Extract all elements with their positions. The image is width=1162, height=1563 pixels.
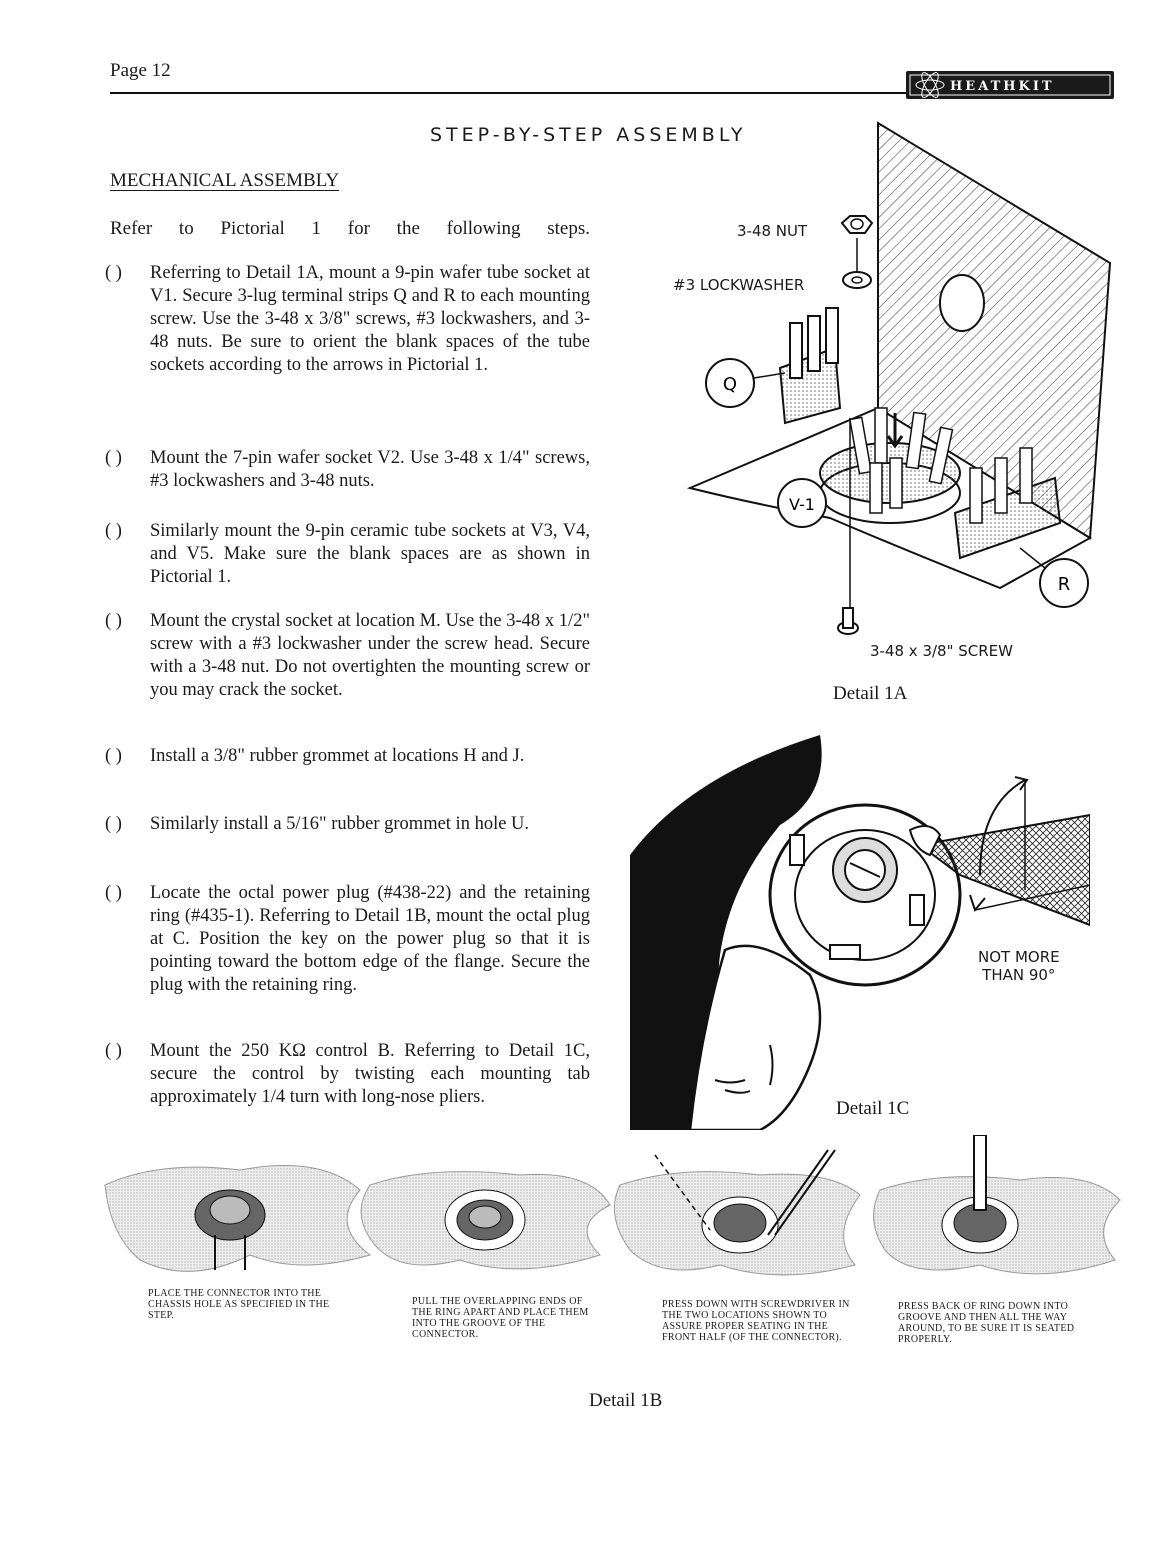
detail-1b-illustrations [100, 1135, 1130, 1295]
lockwasher-icon [843, 272, 871, 288]
nut-icon [842, 216, 872, 233]
step-text: Referring to Detail 1A, mount a 9-pin wafer tube socket at V1. Secure 3-lug terminal strips Q and R to each mounting screw. Use the 3-48 x 3/8" screws, #3 lockwashers, and 3-48 nuts. Be sure to orient the blank spaces of the tube sockets according to the arrows in Pictorial 1. [150, 263, 590, 375]
angle-note-line2: THAN 90° [982, 966, 1056, 984]
svg-text:V-1: V-1 [789, 495, 815, 514]
angle-note [978, 948, 1060, 984]
terminal-strip-q [780, 308, 840, 423]
step-2 [105, 447, 590, 493]
step-1 [105, 262, 590, 377]
detail-1b-panel-3-text: PRESS DOWN WITH SCREWDRIVER IN THE TWO LOCATIONS SHOWN TO ASSURE PROPER SEATING IN THE FRONT HALF (OF THE CONNECTOR). [662, 1299, 850, 1343]
page-number: Page 12 [110, 60, 171, 81]
detail-1b-panel-1-text: PLACE THE CONNECTOR INTO THE CHASSIS HOLE AS SPECIFIED IN THE STEP. [148, 1288, 330, 1321]
step-text: Similarly mount the 9-pin ceramic tube sockets at V3, V4, and V5. Make sure the blank spaces are as shown in Pictorial 1. [150, 521, 590, 587]
step-8 [105, 1040, 590, 1109]
step-text: Locate the octal power plug (#438-22) and the retaining ring (#435-1). Referring to Detail 1B, mount the octal plug at C. Position the key on the power plug so that it is pointing toward the bottom edge of the flange. Secure the plug with the retaining ring. [150, 883, 590, 995]
step-text: Mount the crystal socket at location M. Use the 3-48 x 1/2" screw with a #3 lockwasher under the screw head. Secure with a 3-48 nut. Do not overtighten the mounting screw or you may crack the socket. [150, 611, 590, 700]
detail-1a-caption: Detail 1A [833, 683, 908, 704]
step-3 [105, 520, 590, 589]
detail-1c-caption: Detail 1C [836, 1098, 910, 1119]
panel-3-image [614, 1150, 860, 1275]
callout-q [706, 359, 785, 407]
step-checkbox[interactable]: ( ) [105, 814, 122, 834]
nut-label: 3-48 NUT [737, 222, 808, 240]
step-text: Install a 3/8" rubber grommet at locations H and J. [150, 746, 525, 766]
detail-1b-panel-4-text: PRESS BACK OF RING DOWN INTO GROOVE AND THEN ALL THE WAY AROUND, TO BE SURE IT IS SEATED PROPERLY. [898, 1301, 1075, 1345]
detail-1b-panel-2-text: PULL THE OVERLAPPING ENDS OF THE RING APART AND PLACE THEM INTO THE GROOVE OF THE CONNECTOR. [412, 1296, 589, 1340]
header-rule [110, 92, 910, 94]
step-6 [105, 813, 590, 836]
panel-4-image [874, 1135, 1120, 1274]
step-checkbox[interactable]: ( ) [105, 746, 122, 766]
detail-1a-illustration [650, 118, 1130, 638]
step-text: Similarly install a 5/16" rubber grommet in hole U. [150, 814, 530, 834]
heathkit-logo [905, 70, 1115, 100]
panel-hole [940, 275, 984, 331]
step-5 [105, 745, 590, 768]
intro-text: Refer to Pictorial 1 for the following steps. [110, 218, 590, 239]
svg-text:R: R [1057, 574, 1071, 595]
brand-text: HEATHKIT [950, 79, 1055, 94]
angle-note-line1: NOT MORE [978, 948, 1060, 966]
step-checkbox[interactable]: ( ) [105, 521, 122, 541]
detail-1c-illustration [630, 735, 1090, 1130]
step-checkbox[interactable]: ( ) [105, 263, 122, 283]
lockwasher-label: #3 LOCKWASHER [673, 276, 805, 294]
detail-1b-caption: Detail 1B [589, 1390, 663, 1411]
section-heading: MECHANICAL ASSEMBLY [110, 170, 340, 191]
step-checkbox[interactable]: ( ) [105, 883, 122, 903]
callout-v1 [778, 479, 826, 527]
page-title: STEP-BY-STEP ASSEMBLY [430, 124, 747, 146]
screw-label: 3-48 x 3/8" SCREW [870, 642, 1013, 660]
panel-1-image [105, 1166, 370, 1272]
step-text: Mount the 7-pin wafer socket V2. Use 3-48 x 1/4" screws, #3 lockwashers and 3-48 nuts. [150, 448, 590, 491]
step-checkbox[interactable]: ( ) [105, 448, 122, 468]
panel-2-image [361, 1172, 610, 1269]
step-checkbox[interactable]: ( ) [105, 1041, 122, 1061]
step-text: Mount the 250 KΩ control B. Referring to Detail 1C, secure the control by twisting each mounting tab approximately 1/4 turn with long-nose pliers. [150, 1041, 590, 1107]
step-checkbox[interactable]: ( ) [105, 611, 122, 631]
step-4 [105, 610, 590, 702]
step-7 [105, 882, 590, 997]
svg-text:Q: Q [722, 374, 738, 395]
screw-icon [838, 608, 858, 634]
